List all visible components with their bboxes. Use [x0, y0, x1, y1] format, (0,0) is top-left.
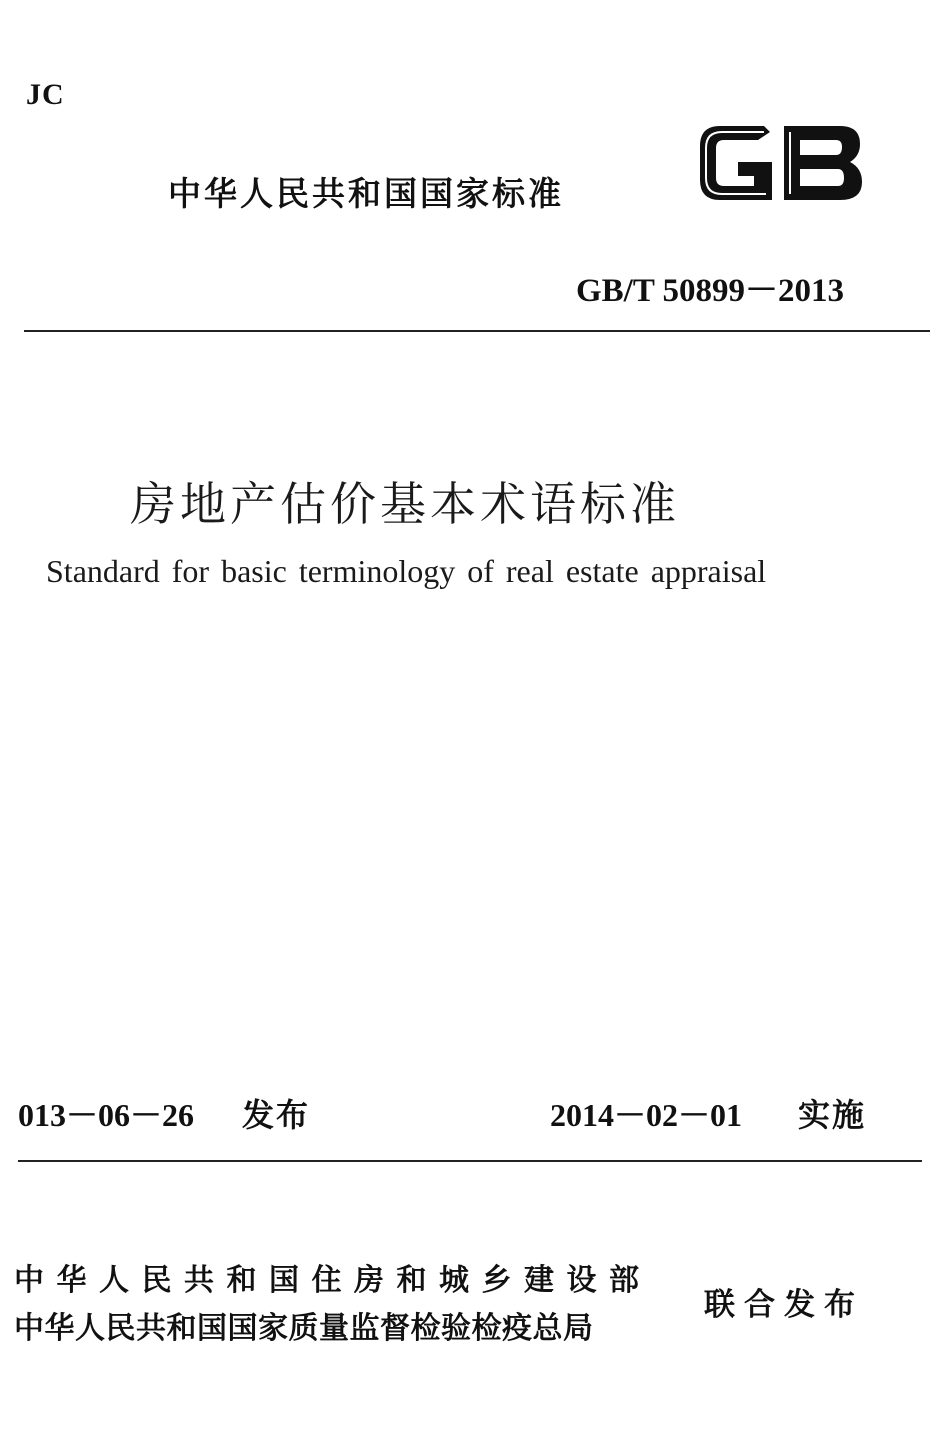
- top-divider: [24, 330, 930, 332]
- issue-label: 发布: [242, 1096, 311, 1134]
- issuer-ministry: 中华人民共和国住房和城乡建设部: [14, 1263, 652, 1298]
- bottom-divider: [18, 1160, 922, 1162]
- title-chinese: 房地产估价基本术语标准: [130, 477, 680, 531]
- implementation-date: 2014－02－01: [550, 1097, 743, 1133]
- gb-logo-icon: [694, 122, 866, 204]
- joint-issue-label: 联合发布: [704, 1287, 864, 1323]
- implementation-label: 实施: [798, 1096, 867, 1134]
- title-english: Standard for basic terminology of real estate appraisal: [46, 553, 767, 589]
- issuer-administration: 中华人民共和国国家质量监督检验检疫总局: [14, 1311, 594, 1346]
- issue-date: 013－06－26: [18, 1097, 195, 1133]
- ics-code: JC: [26, 78, 65, 111]
- standard-number: GB/T 50899－2013: [576, 273, 845, 309]
- national-standard-title: 中华人民共和国国家标准: [168, 174, 564, 213]
